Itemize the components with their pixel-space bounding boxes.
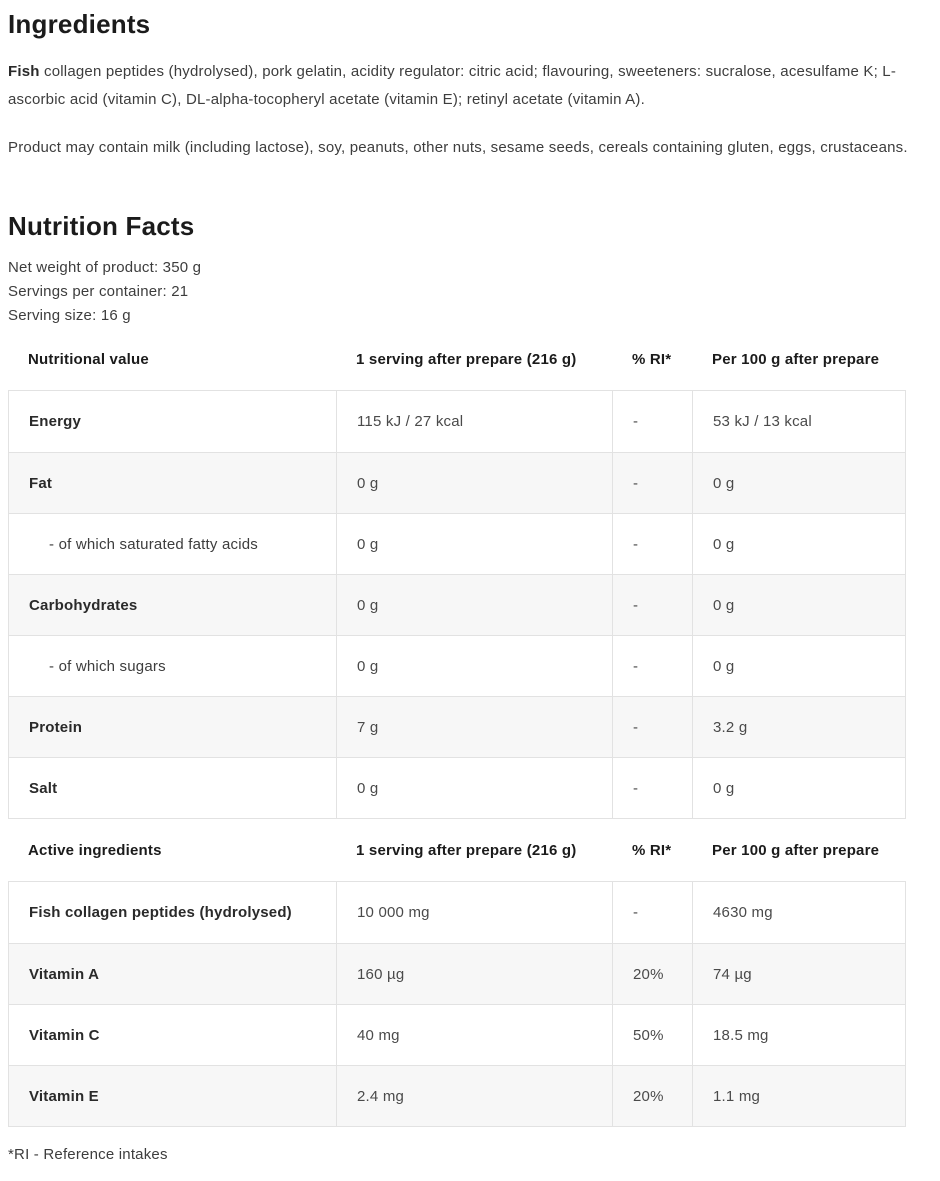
serving-value: 0 g [336,514,612,574]
per-100g-value: 0 g [692,758,905,818]
row-label: - of which saturated fatty acids [49,535,258,553]
per-100g-value: 74 µg [692,944,905,1004]
product-info [8,256,910,328]
serving-size: Serving size: 16 g [8,307,131,324]
per-100g-value: 0 g [692,636,905,696]
nutrition-table [8,328,906,819]
ingredients-title: Ingredients [8,9,151,39]
ri-value: - [612,882,692,943]
header-active-ingredients: Active ingredients [28,841,162,859]
nutrition-table-body [8,390,906,819]
serving-value: 7 g [336,697,612,757]
serving-value: 0 g [336,758,612,818]
row-label: Protein [29,718,83,736]
row-label: Fish collagen peptides (hydrolysed) [29,904,292,921]
row-label: - of which sugars [49,657,166,675]
net-weight: Net weight of product: 350 g [8,259,202,276]
header-ri: % RI* [632,841,672,859]
nutrition-table-header [8,328,906,390]
per-100g-value: 18.5 mg [692,1005,905,1065]
header-serving: 1 serving after prepare (216 g) [356,841,577,859]
per-100g-value: 0 g [692,514,905,574]
per-100g-value: 1.1 mg [692,1066,905,1126]
serving-value: 115 kJ / 27 kcal [336,391,612,452]
row-label: Carbohydrates [29,596,138,614]
active-ingredients-table [8,819,906,1127]
row-label: Salt [29,779,58,797]
table-row [9,882,905,943]
ri-value: - [612,391,692,452]
ingredients-body: collagen peptides (hydrolysed), pork gelatin, acidity regulator: citric acid; flavouring, sweeteners: sucralose, acesulfame K; L-ascorbic acid (vitamin C), DL-alpha-tocopheryl acetate (vitamin E); retinyl acetate (vitamin A). [8,63,897,108]
ri-value: - [612,514,692,574]
active-table-header [8,819,906,881]
header-ri: % RI* [632,350,672,368]
ri-value: - [612,636,692,696]
serving-value: 0 g [336,636,612,696]
row-label: Fat [29,474,53,492]
allergen-text: Product may contain milk (including lactose), soy, peanuts, other nuts, sesame seeds, cereals containing gluten, eggs, crustaceans. [8,139,908,156]
table-row [9,513,905,574]
ri-value: - [612,697,692,757]
ri-value: 20% [612,1066,692,1126]
table-row [9,635,905,696]
serving-value: 0 g [336,453,612,513]
per-100g-value: 4630 mg [692,882,905,943]
per-100g-value: 3.2 g [692,697,905,757]
per-100g-value: 0 g [692,453,905,513]
header-per-100g: Per 100 g after prepare [712,350,880,368]
table-row [9,943,905,1004]
table-row [9,391,905,452]
ingredients-lead-bold: Fish [8,63,40,80]
serving-value: 10 000 mg [336,882,612,943]
table-row [9,757,905,818]
nutrition-facts-title: Nutrition Facts [8,211,195,241]
per-100g-value: 53 kJ / 13 kcal [692,391,905,452]
ri-value: - [612,758,692,818]
per-100g-value: 0 g [692,575,905,635]
header-per-100g: Per 100 g after prepare [712,841,880,859]
table-row [9,574,905,635]
row-label: Vitamin E [29,1087,99,1105]
ri-value: 20% [612,944,692,1004]
header-serving: 1 serving after prepare (216 g) [356,350,577,368]
table-row [9,1004,905,1065]
ri-value: - [612,453,692,513]
table-row [9,452,905,513]
serving-value: 40 mg [336,1005,612,1065]
row-label: Energy [29,413,82,430]
serving-value: 2.4 mg [336,1066,612,1126]
table-row [9,1065,905,1126]
header-nutritional-value: Nutritional value [28,350,149,368]
row-label: Vitamin A [29,965,100,983]
active-table-body [8,881,906,1127]
servings-per-container: Servings per container: 21 [8,283,189,300]
table-row [9,696,905,757]
ri-value: 50% [612,1005,692,1065]
ingredients-text [8,58,910,114]
serving-value: 0 g [336,575,612,635]
ri-footnote: *RI - Reference intakes [8,1146,168,1163]
ri-value: - [612,575,692,635]
serving-value: 160 µg [336,944,612,1004]
row-label: Vitamin C [29,1026,100,1044]
